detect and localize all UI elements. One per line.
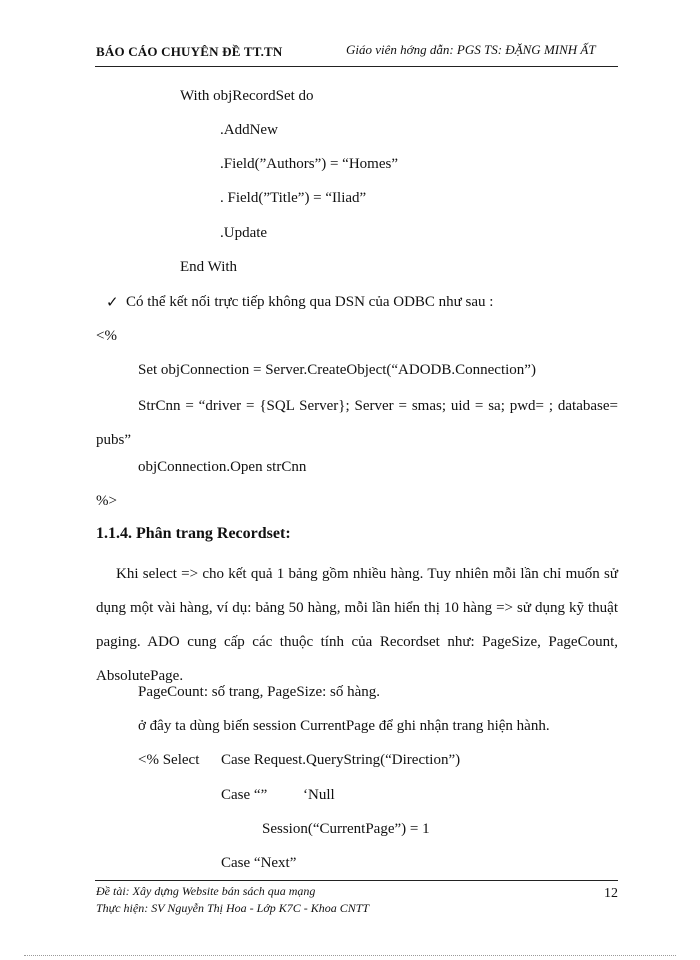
page-number: 12 bbox=[604, 886, 618, 901]
code-session-assign: Session(“CurrentPage”) = 1 bbox=[262, 821, 430, 837]
code-line: End With bbox=[180, 259, 238, 275]
asp-close-tag: %> bbox=[96, 493, 117, 509]
code-select: <% Select bbox=[138, 752, 200, 768]
asp-open-tag: <% bbox=[96, 328, 117, 344]
pagecount-line: PageCount: số trang, PageSize: số hàng. bbox=[138, 684, 381, 700]
header-supervisor: Giáo viên hớng dẫn: PGS TS: ĐẶNG MINH ẤT bbox=[346, 42, 596, 57]
header-report-title: BÁO CÁO CHUYÊN ĐỀ TT.TN bbox=[96, 44, 283, 59]
code-line-wrapped: StrCnn = “driver = {SQL Server}; Server = smas; uid = sa; pwd= ; database= pubs” bbox=[96, 398, 618, 448]
code-line: . Field(”Title”) = “Iliad” bbox=[220, 190, 367, 206]
connection-note: Có thể kết nối trực tiếp không qua DSN của ODBC như sau : bbox=[126, 294, 494, 310]
code-line: .AddNew bbox=[220, 122, 278, 138]
footer-author: Thực hiện: SV Nguyễn Thị Hoa - Lớp K7C - Khoa CNTT bbox=[96, 901, 370, 915]
code-null-comment: ‘Null bbox=[303, 787, 335, 803]
section-heading: 1.1.4. Phân trang Recordset: bbox=[96, 525, 291, 542]
code-case-next: Case “Next” bbox=[221, 855, 297, 871]
check-mark-icon: ✓ bbox=[106, 295, 119, 311]
header-divider bbox=[95, 66, 618, 67]
code-line: .Update bbox=[220, 225, 268, 241]
code-line: Set objConnection = Server.CreateObject(“ADODB.Connection”) bbox=[138, 362, 536, 378]
code-case-empty: Case “” bbox=[221, 787, 268, 803]
footer-divider bbox=[95, 880, 618, 881]
code-line: objConnection.Open strCnn bbox=[138, 459, 307, 475]
code-line: .Field(”Authors”) = “Homes” bbox=[220, 156, 398, 172]
paging-paragraph: Khi select => cho kết quả 1 bảng gồm nhiều hàng. Tuy nhiên mỗi lần chỉ muốn sử dụng một vài hàng, ví dụ: bảng 50 hàng, mỗi lần hiển thị 10 hàng => sử dụng kỹ thuật paging. ADO cung cấp các thuộc tính của Recordset như: PageSize, PageCount, AbsolutePage. bbox=[96, 566, 618, 684]
code-select-case: Case Request.QueryString(“Direction”) bbox=[221, 752, 461, 768]
footer-topic: Đề tài: Xây dựng Website bán sách qua mạng bbox=[96, 884, 316, 898]
page-bottom-edge bbox=[24, 955, 676, 956]
session-line: ở đây ta dùng biến session CurrentPage để ghi nhận trang hiện hành. bbox=[138, 718, 550, 734]
code-line: With objRecordSet do bbox=[180, 88, 314, 104]
